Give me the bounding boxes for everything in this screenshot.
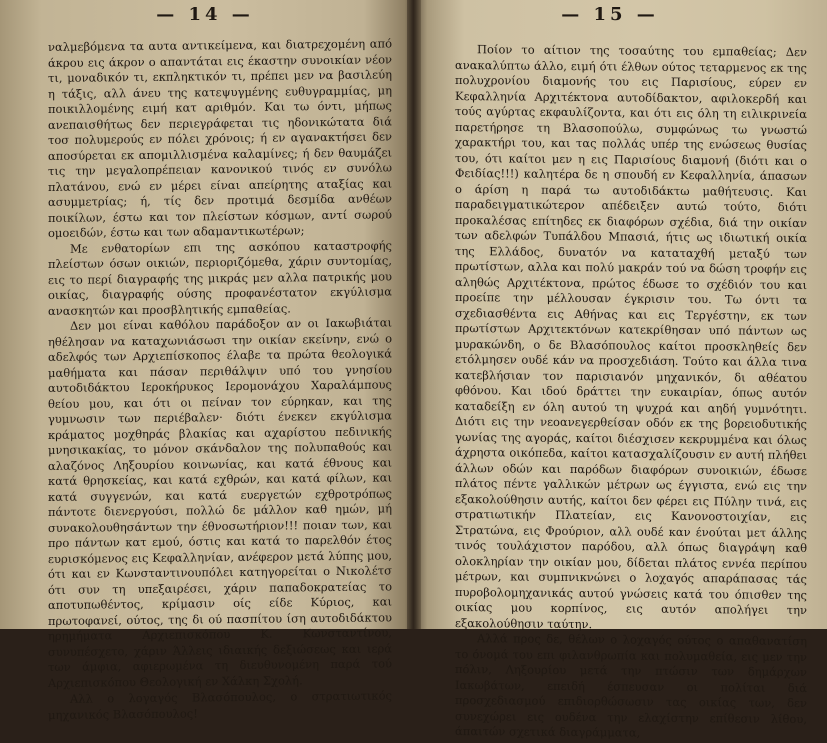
- paragraph: Με ενθατορίων επι της ασκόπου καταστροφής πλείστων όσων οικιών, περιοριζόμεθα, χάριν συντομίας, εις το περί διαγραφής της μικράς μεν αλλα πατρικής μου οικίας, διαγραφής ούσης προφανέστατον εκγύλισμα ανασκητών και προσβλητικής εμπαθείας.: [48, 237, 392, 318]
- page-number: — 15 —: [561, 4, 659, 25]
- page-number: — 14 —: [156, 4, 254, 25]
- left-page: [0, 0, 413, 722]
- right-page: [415, 0, 827, 740]
- paragraph: Αλλά προς δε, θέλων ο λοχαγός ούτος ο απαθανατίση το όνομά του επι φιλανθρωπία και πολυμαθεία, εις μεν την πόλιν, Ληξουρίου μετά την πτώσιν των δημάρχων Ιακωβάτων, επειδή έσπευσαν οι πολίται διά προσχεδιασμού επιδιορθώσωσιν τας οικίας των, δεν συνεχώρει εις ουδένα την ελαχίστην επίθεσιν λίθου, άπαιτών σχετικά διαγράμματα,: [455, 631, 807, 740]
- paragraph: Δεν μοι είναι καθόλου παράδοξον αν οι Ιακωβιάται ηθέλησαν να καταχωνιάσωσι την οικίαν εκείνην, ενώ ο αδελφός των Αρχιεπίσκοπος έλαβε τα πρώτα θεολογικά μαθήματα και πάσαν περιθάλψιν υπό του γνησίου αυτοδιδάκτου Ιεροκήρυκος Ιερομονάχου Χαραλάμπους θείου μου, και ότι οι πείναν τον εύρηκαν, και της γυμνωσιν των περιέβαλεν· διότι ένεκεν εκγύλισμα κράματος μοχθηράς βλακίας και αχαρίστου πεδινικής μνησικακίας, το μόνον σκάνδαλον της πολυπαθούς και αλαζόνος Ληξουρίου κοινωνίας, και κατά έθνους και κατά θρησκείας, και κατά εχθρών, και κατά φίλων, και κατά συγγενών, και κατά ευεργετών εχθροτρόπως πάντοτε διενεργούσι, πολλώ δε μάλλον καθ ημών, μή συνακολουθησάντων την έθνοσωτήριον!!! ποιαν των, και προ πάντων κατ εμού, όστις και κατά το παρελθόν έτος ευρισκόμενος εις Κεφαλληνίαν, ανέφερον μετά λύπης μου, ότι και εν Κωνσταντινουπόλει κατηγορείται ο Νικολέτσ ότι συν τη υπεξαιρέσει, χάριν παπαδοκρατείας το αποτυπωθέντος, κρίμασιν οίς είδε Κύριος, και πρωτοφανεί, ούτος, της δι ού πασπίτου ίση αυτοδιδάκτου ηρημήματα Αρχιεπισκόπου Κ. Κωνσταντίνου, συνυπέσχετο, χάριν Άλλεις ιδιαικής δεξιώσεως και ιερά των άμφια, αφιερωμένα τη διευθυνομένη παρά τού Αρχιεπισκόπου Θεολογική εν Χάλκη Σχολή.: [48, 315, 392, 690]
- book-gutter: [407, 0, 421, 629]
- page-body: [455, 42, 807, 743]
- page-body: [48, 36, 392, 723]
- paragraph: ναλμεβόμενα τα αυτα αντικείμενα, και διατρεχομένη από άκρου εις άκρον ο απαντάται εις έκαστην συνοικίαν νέον τι, μοναδικόν τι, εκπληκτικόν τι, πρέπει μεν να βασιλεύη η τάξις, αλλ άνευ της κατεψυγμένης ευθυγραμμίας, μη ποικιλλομένης ειμή κατ αριθμόν. Και τω όντι, μήπως ανεπαισθήτως δεν περιεγράφεται τις ηδονικώτατα διά τοσ πολυμερούς εν πόλει χρόνοις; ή εν αγανακτήσει δεν αποσύρεται εκ απομιλλισμένα καλαμίνες; ή δεν θαυμάζει τις την μεγαλοπρέπειαν κανονικού τινός εν συνόλω πλατάνου, ενώ εν μέρει είναι απείρητης αταξίας και ασυμμετρίας; ή, τίς δεν προτιμά δεσμίδα ανθέων ποικίλων, έστω και τον πλείστων κόσμων, αντί σωρού ομοειδών, έστω και των αδαμαντικωτέρων;: [48, 36, 392, 240]
- paragraph: Ποίον το αίτιον της τοσαύτης του εμπαθείας; Δεν ανακαλύπτω άλλο, ειμή ότι έλθων ούτος τεταρμενος εκ της πολυχρονίου διαμονής του εις Παρισίους, εύρεν εν Κεφαλληνία Αρχιτέκτονα αυτοδίδακτον, αφιλοκερδή και τούς αγύρτας εκφαυλίζοντα, και ότι εις όλη τη ειλικρινεία παρετήρησε τη Βλασοπούλω, συμφώνως τω γνωστώ χαρακτήρι του, και τας πολλάς υπέρ της ενώσεως θυσίας του, ότι καίτοι μεν η εις Παρισίους διαμονή (διότι και ο Φειδίας!!!) καλητέρα δε η σπουδή εν Κεφαλληνία, άπασων ο άρίση η παρά τω αυτοδιδάκτω μαθήτευσις. Και παραδειγματικώτερον απέδειξεν αυτώ τούτο, διότι προκαλέσας επίτηδες εκ διαφόρων σχέδια, διά την οικίαν των αδελφών Τυπάλδου Μπασιά, ήτις ως ιδιωτική οικία της Ελλάδος, δυνατόν να καταταχθή μεταξύ των πρωτίστων, αλλα και πολύ μακράν τού να δώση τροφήν εις αληθώς Αρχιτέκτονα, πρώτος έδωσε το σχέδιόν του και προείπε την μέλλουσαν έγκρισιν του. Τω όντι τα σχεδιασθέντα εις Αθήνας και εις Τεργέστην, εκ των πρωτίστων Αρχιτεκτόνων κατεκρίθησαν υπό πάντων ως μυρακώνδη, ο δε Βλασόπουλος καίτοι προσκληθείς δεν ετόλμησεν ουδέ κάν να προσχεδιάση. Τούτο και άλλα τινα κατεβλήσιαν τον παρισιανόν μηχανικόν, δι αθέατου φθόνου. Και ιδού δράττει την ευκαιρίαν, όπως αυτόν καταδείξη εν όλη αυτού τη ψυχρά και αηδή γυμνότητι. Διότι εις την νεοανεγερθείσαν οδόν εκ της βορειοδυτικής γωνίας της αγοράς, καίτοι διέσχισεν κεκρυμμένα και όλως άχρηστα οικόπεδα, καίτοι κατασχαλίζουσιν εν αυτή πλήθει άλλων οδών και παρόδων διαφόρων συνοικιών, έδωσε πλάτος πέντε γαλλικών μέτρων ως έγγιστα, ενώ εις την εξακολούθησιν αυτής, καίτοι δεν φέρει εις Πύλην τινά, εις στρατιωτικήν Πλατείαν, εις Κανονοστοιχίαν, εις Στρατώνα, εις Φρούριον, αλλ ουδέ καν ένούται μετ άλλης τινός τουλάχιστον παρόδου, αλλ όπως διαγράψη καθ ολοκληρίαν την οικίαν μου, δίδεται πλάτος εννέα περίπου μέτρων, και συμπνικνώνει ο λοχαγός απαράπασας τάς πυροβολομηχανικάς αυτού γνώσεις κατά του όπισθεν της οικίας μου κορπίνος, εις αυτόν απολήγει την εξακολούθησιν ταύτην.: [455, 42, 807, 631]
- last-line: Αλλ ο λογαγός Βλασόπουλος, ο στρατιωτικός μηχανικός Βλασόπουλος!: [48, 688, 392, 722]
